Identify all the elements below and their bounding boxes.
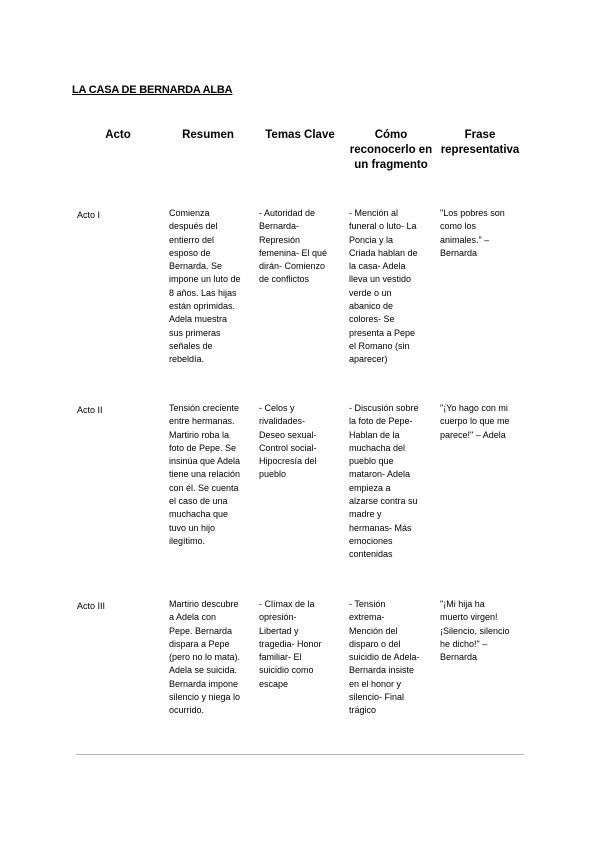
cell-temas-acto-1: - Autoridad de Bernarda- Represión femenina- El qué dirán- Comienzo de conflictos	[259, 208, 328, 285]
cell-frase-acto-2: "¡Yo hago con mi cuerpo lo que me parece!" – Adela	[440, 403, 510, 440]
row-label-acto-1: Acto I	[77, 210, 101, 220]
header-resumen: Resumen	[182, 129, 234, 141]
cell-frase-acto-1: "Los pobres son como los animales." – Bernarda	[440, 208, 505, 258]
row-label-acto-2: Acto II	[77, 405, 103, 415]
cell-temas-acto-3: - Clímax de la opresión- Libertad y tragedia- Honor familiar- El suicidio como escape	[259, 599, 322, 689]
cell-frase-acto-3: "¡Mi hija ha muerto virgen! ¡Silencio, silencio he dicho!" – Bernarda	[440, 599, 510, 663]
cell-como-acto-2: - Discusión sobre la foto de Pepe- Hablan de la muchacha del pueblo que mataron- Adela empieza a alzarse contra su madre y hermanas- Más emociones contenidas	[349, 403, 419, 560]
row-label-acto-3: Acto III	[77, 601, 106, 611]
cell-temas-acto-2: - Celos y rivalidades- Deseo sexual- Control social- Hipocresía del pueblo	[259, 403, 317, 480]
header-como-reconocerlo: Cómo reconocerlo en un fragmento	[349, 129, 433, 171]
bottom-divider	[76, 754, 524, 755]
cell-resumen-acto-2: Tensión creciente entre hermanas. Martirio roba la foto de Pepe. Se insinúa que Adela tiene una relación con él. Se cuenta el caso de una muchacha que tuvo un hijo ilegítimo.	[169, 403, 241, 546]
header-temas-clave: Temas Clave	[265, 129, 335, 141]
cell-como-acto-3: - Tensión extrema- Mención del disparo o del suicidio de Adela- Bernarda insiste en el honor y silencio- Final trágico	[349, 599, 420, 716]
header-acto: Acto	[105, 129, 131, 141]
header-frase: Frase representativa	[440, 129, 520, 156]
cell-como-acto-1: - Mención al funeral o luto- La Poncia y la Criada hablan de la casa- Adela lleva un vestido verde o un abanico de colores- Se presenta a Pepe el Romano (sin aparecer)	[349, 208, 418, 365]
cell-resumen-acto-1: Comienza después del entierro del esposo de Bernarda. Se impone un luto de 8 años. Las hijas están oprimidas. Adela muestra sus primeras señales de rebeldía.	[169, 208, 241, 365]
document-title: LA CASA DE BERNARDA ALBA	[72, 84, 233, 96]
cell-resumen-acto-3: Martirio descubre a Adela con Pepe. Bernarda dispara a Pepe (pero no lo mata). Adela se suicida. Bernarda impone silencio y niega lo ocurrido.	[169, 599, 241, 716]
